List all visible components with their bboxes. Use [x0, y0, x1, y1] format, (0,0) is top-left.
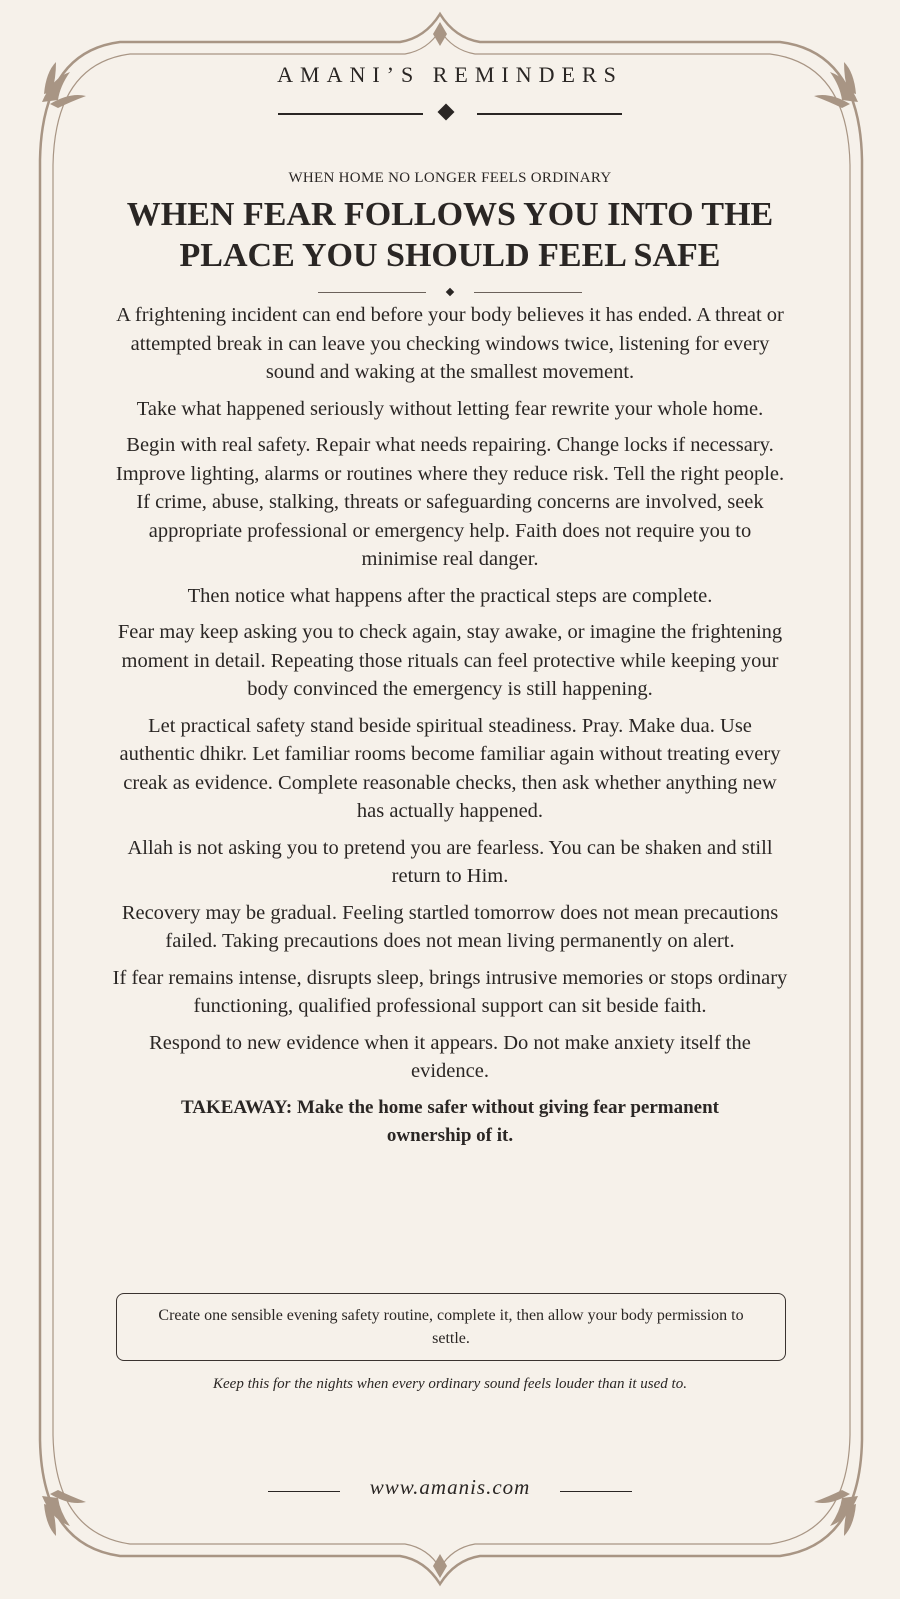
article-paragraph: Allah is not asking you to pretend you are fearless. You can be shaken and still return to Him.	[127, 836, 773, 887]
footer-rule-right	[560, 1491, 632, 1492]
article-paragraph: Respond to new evidence when it appears. Do not make anxiety itself the evidence.	[149, 1031, 751, 1082]
article-kicker: WHEN HOME NO LONGER FEELS ORDINARY	[288, 170, 612, 186]
brand-rule-left	[278, 113, 423, 115]
article-paragraph: Begin with real safety. Repair what needs repairing. Change locks if necessary. Improve lighting, alarms or routines where they reduce risk. Tell the right people. If crime, abuse, stalking, threats or safeguarding concerns are involved, seek appropriate professional or emergency help. Faith does not require you to minimise real danger.	[115, 434, 785, 570]
article-paragraph: If fear remains intense, disrupts sleep, brings intrusive memories or stops ordinary functioning, qualified professional support can sit beside faith.	[112, 966, 788, 1017]
title-diamond-icon	[446, 288, 454, 296]
title-rule-right	[474, 292, 582, 293]
brand-diamond-icon	[438, 104, 455, 121]
article-paragraph: Fear may keep asking you to check again, stay awake, or imagine the frightening moment in detail. Repeating those rituals can feel protective while keeping your body convinced the emergency is still happening.	[117, 621, 783, 700]
article-paragraph: Then notice what happens after the practical steps are complete.	[187, 584, 713, 607]
closing-note: Keep this for the nights when every ordinary sound feels louder than it used to.	[213, 1376, 687, 1392]
takeaway-text: TAKEAWAY: Make the home safer without giving fear permanent ownership of it.	[181, 1096, 719, 1146]
article-paragraph: Recovery may be gradual. Feeling startled tomorrow does not mean precautions failed. Taking precautions does not mean living permanently on alert.	[121, 901, 779, 952]
action-box	[116, 1293, 786, 1361]
article-paragraph: Take what happened seriously without letting fear rewrite your whole home.	[136, 397, 764, 420]
title-rule-left	[318, 292, 426, 293]
article-title: WHEN FEAR FOLLOWS YOU INTO THE PLACE YOU SHOULD FEEL SAFE	[126, 196, 774, 274]
article-body	[110, 301, 790, 1150]
footer-website-link[interactable]: www.amanis.com	[369, 1475, 531, 1499]
article-paragraph: Let practical safety stand beside spiritual steadiness. Pray. Make dua. Use authentic dhikr. Let familiar rooms become familiar again without treating every creak as evidence. Complete reasonable checks, then ask whether anything new has actually happened.	[119, 714, 781, 822]
action-text: Create one sensible evening safety routine, complete it, then allow your body permission to settle.	[158, 1307, 744, 1347]
brand-rule-right	[477, 113, 622, 115]
brand-title: AMANI’S REMINDERS	[277, 62, 623, 87]
article-paragraph: A frightening incident can end before your body believes it has ended. A threat or attempted break in can leave you checking windows twice, listening for every sound and waking at the smallest movement.	[116, 304, 784, 383]
